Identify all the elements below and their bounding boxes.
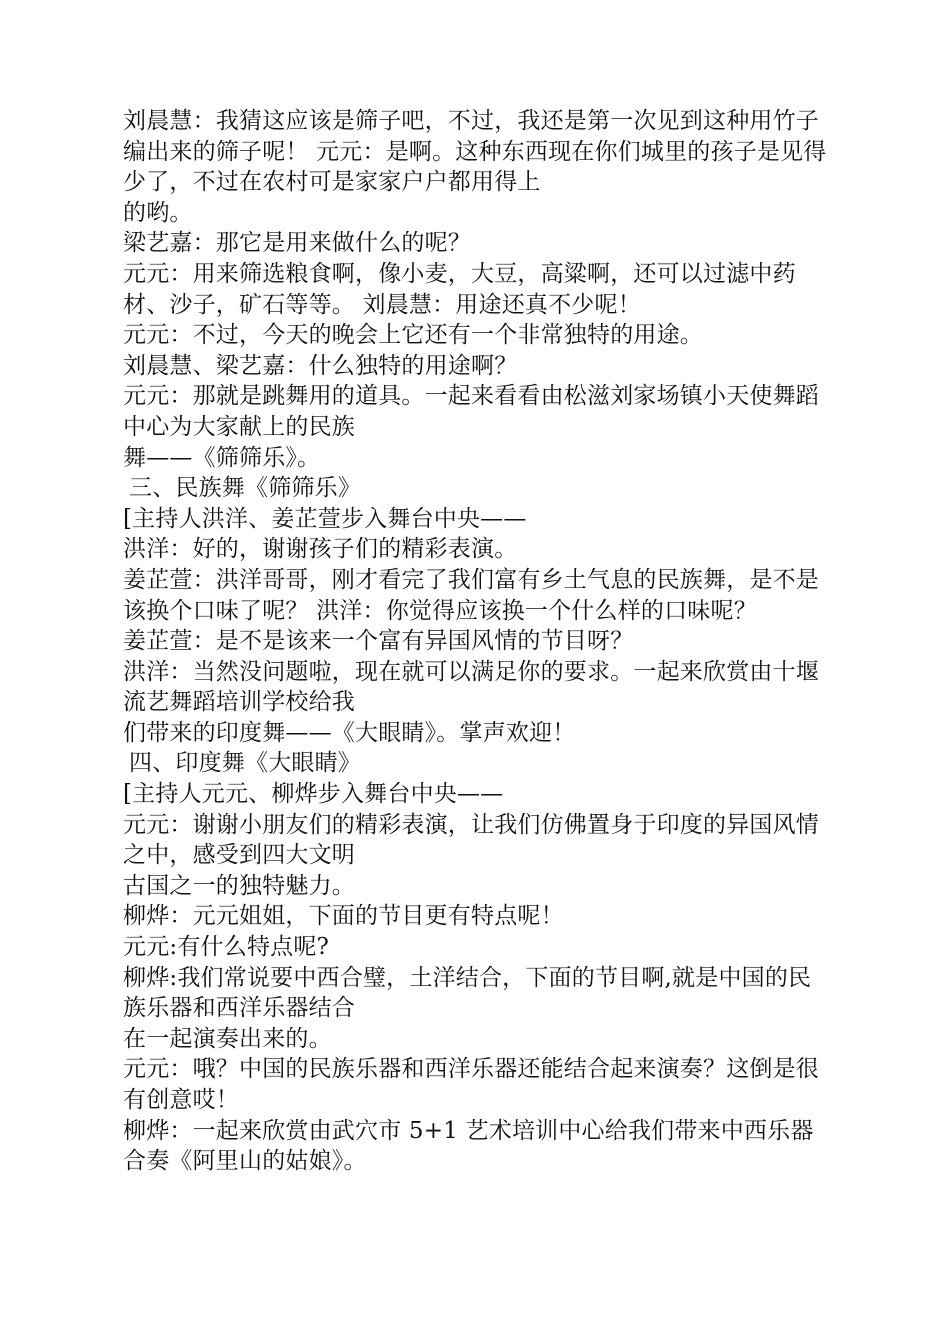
paragraph: 元元：哦？中国的民族乐器和西洋乐器还能结合起来演奏？这倒是很有创意哎！ (123, 1056, 819, 1113)
paragraph: 古国之一的独特魅力。 (123, 872, 355, 899)
paragraph: 元元：用来筛选粮食啊，像小麦，大豆，高粱啊，还可以过滤中药材、沙子，矿石等等。 刘晨慧：用途还真不少呢！ (123, 260, 796, 318)
stage-direction: [主持人元元、柳烨步入舞台中央—— (123, 781, 504, 808)
paragraph: 刘晨慧、梁艺嘉：什么独特的用途啊？ (123, 352, 518, 379)
paragraph: 刘晨慧：我猜这应该是筛子吧，不过，我还是第一次见到这种用竹子编出来的筛子呢！ 元元：是啊。这种东西现在你们城里的孩子是见得少了，不过在农村可是家家户户都用得上 (123, 108, 827, 196)
paragraph: 在一起演奏出来的。 (123, 1025, 332, 1052)
paragraph: 姜芷萱：洪洋哥哥，刚才看完了我们富有乡土气息的民族舞，是不是该换个口味了呢？ 洪洋：你觉得应该换一个什么样的口味呢？ (123, 566, 819, 624)
paragraph: 元元：不过，今天的晚会上它还有一个非常独特的用途。 (123, 322, 703, 349)
paragraph: 们带来的印度舞——《大眼睛》。掌声欢迎！ (123, 719, 576, 746)
stage-direction: [主持人洪洋、姜芷萱步入舞台中央—— (123, 505, 527, 532)
paragraph: 舞——《筛筛乐》。 (123, 444, 321, 471)
paragraph: 柳烨：元元姐姐，下面的节目更有特点呢！ (123, 903, 564, 930)
paragraph: 洪洋：好的，谢谢孩子们的精彩表演。 (123, 536, 518, 563)
paragraph: 梁艺嘉：那它是用来做什么的呢？ (123, 230, 471, 257)
paragraph: 洪洋：当然没问题啦，现在就可以满足你的要求。一起来欣赏由十堰流艺舞蹈培训学校给我 (123, 658, 819, 716)
document-body (117, 106, 833, 1177)
paragraph: 元元:有什么特点呢? (123, 934, 330, 961)
paragraph: 元元：谢谢小朋友们的精彩表演，让我们仿佛置身于印度的异国风情之中，感受到四大文明 (123, 811, 819, 869)
paragraph: 元元：那就是跳舞用的道具。一起来看看由松滋刘家场镇小天使舞蹈中心为大家献上的民族 (123, 383, 819, 440)
paragraph: 柳烨:我们常说要中西合璧，土洋结合，下面的节目啊,就是中国的民族乐器和西洋乐器结合 (123, 964, 812, 1022)
paragraph: 的哟。 (123, 199, 193, 226)
section-heading: 三、民族舞《筛筛乐》 (129, 475, 361, 502)
section-heading: 四、印度舞《大眼睛》 (129, 750, 361, 777)
paragraph: 姜芷萱：是不是该来一个富有异国风情的节目呀？ (123, 628, 634, 655)
paragraph: 柳烨：一起来欣赏由武穴市 5+1 艺术培训中心给我们带来中西乐器合奏《阿里山的姑娘》。 (123, 1117, 814, 1175)
